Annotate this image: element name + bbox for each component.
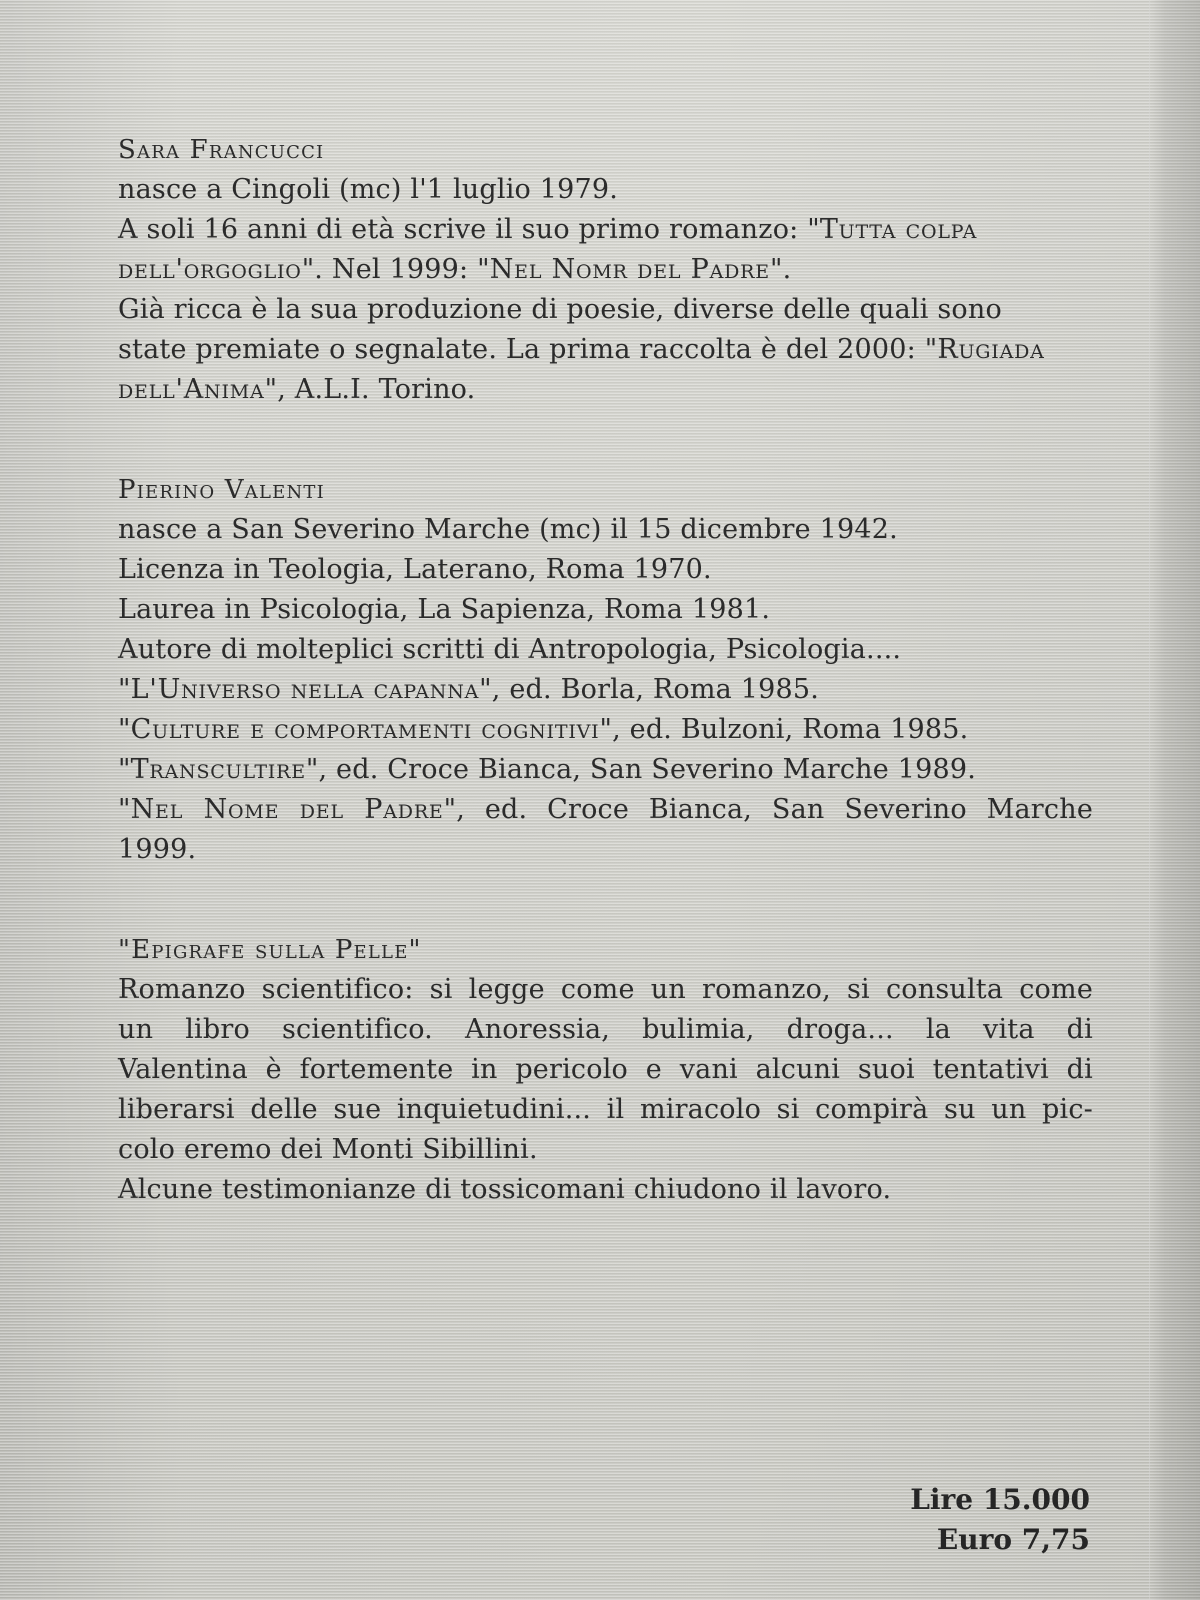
book-title: dell'orgoglio <box>118 254 302 285</box>
bio-line: nasce a Cingoli (mc) l'1 luglio 1979. <box>118 174 619 205</box>
back-cover-text <box>118 130 1093 1210</box>
price-lire: Lire 15.000 <box>910 1483 1090 1516</box>
book-title: Tutta colpa <box>819 214 978 245</box>
bio-line: dell'Anima", A.L.I. Torino. <box>118 374 476 405</box>
description-line: Valentina è fortemente in pericolo e vani alcuni suoi tentativi di <box>118 1054 1093 1085</box>
bio-line: Autore di molteplici scritti di Antropologia, Psicologia.... <box>118 634 902 665</box>
book-title: Rugiada <box>937 334 1045 365</box>
bio-line: Laurea in Psicologia, La Sapienza, Roma 1981. <box>118 594 771 625</box>
description-line: Alcune testimonianze di tossicomani chiudono il lavoro. <box>118 1174 892 1205</box>
book-title: dell'Anima <box>118 374 265 405</box>
work-item: "L'Universo nella capanna", ed. Borla, Roma 1985. <box>118 674 820 705</box>
author-name: Pierino Valenti <box>118 475 325 505</box>
work-item: "Transcultire", ed. Croce Bianca, San Severino Marche 1989. <box>118 754 976 785</box>
work-title: L'Universo nella capanna <box>130 674 480 705</box>
work-title: Nel Nome del Padre <box>130 794 444 825</box>
work-item: "Nel Nome del Padre", ed. Croce Bianca, San Severino Marche <box>118 794 1093 825</box>
bio-line: state premiate o segnalate. La prima raccolta è del 2000: "Rugiada <box>118 334 1045 365</box>
author-bio-pierino <box>118 470 1093 870</box>
description-line: colo eremo dei Monti Sibillini. <box>118 1134 538 1165</box>
author-name: Sara Francucci <box>118 135 325 165</box>
description-line: un libro scientifico. Anoressia, bulimia, droga... la vita di <box>118 1014 1093 1045</box>
price-block <box>910 1480 1090 1560</box>
bio-line: 1999. <box>118 834 197 865</box>
book-description <box>118 930 1093 1210</box>
work-item: "Culture e comportamenti cognitivi", ed. Bulzoni, Roma 1985. <box>118 714 969 745</box>
price-euro: Euro 7,75 <box>936 1523 1090 1556</box>
description-line: Romanzo scientifico: si legge come un romanzo, si consulta come <box>118 974 1093 1005</box>
book-title-heading: "Epigrafe sulla Pelle" <box>118 935 422 965</box>
description-line: liberarsi delle sue inquietudini... il miracolo si compirà su un pic- <box>118 1094 1093 1125</box>
bio-line: dell'orgoglio". Nel 1999: "Nel Nomr del Padre". <box>118 254 792 285</box>
work-title: Culture e comportamenti cognitivi <box>130 714 600 745</box>
book-spine-edge <box>1149 0 1200 1600</box>
bio-line: A soli 16 anni di età scrive il suo primo romanzo: "Tutta colpa <box>118 214 978 245</box>
book-title: Nel Nomr del Padre <box>489 254 770 285</box>
bio-line: Licenza in Teologia, Laterano, Roma 1970. <box>118 554 712 585</box>
bio-line: nasce a San Severino Marche (mc) il 15 dicembre 1942. <box>118 514 898 545</box>
bio-line: Già ricca è la sua produzione di poesie, diverse delle quali sono <box>118 294 1002 325</box>
author-bio-sara <box>118 130 1093 410</box>
work-title: Transcultire <box>130 754 306 785</box>
